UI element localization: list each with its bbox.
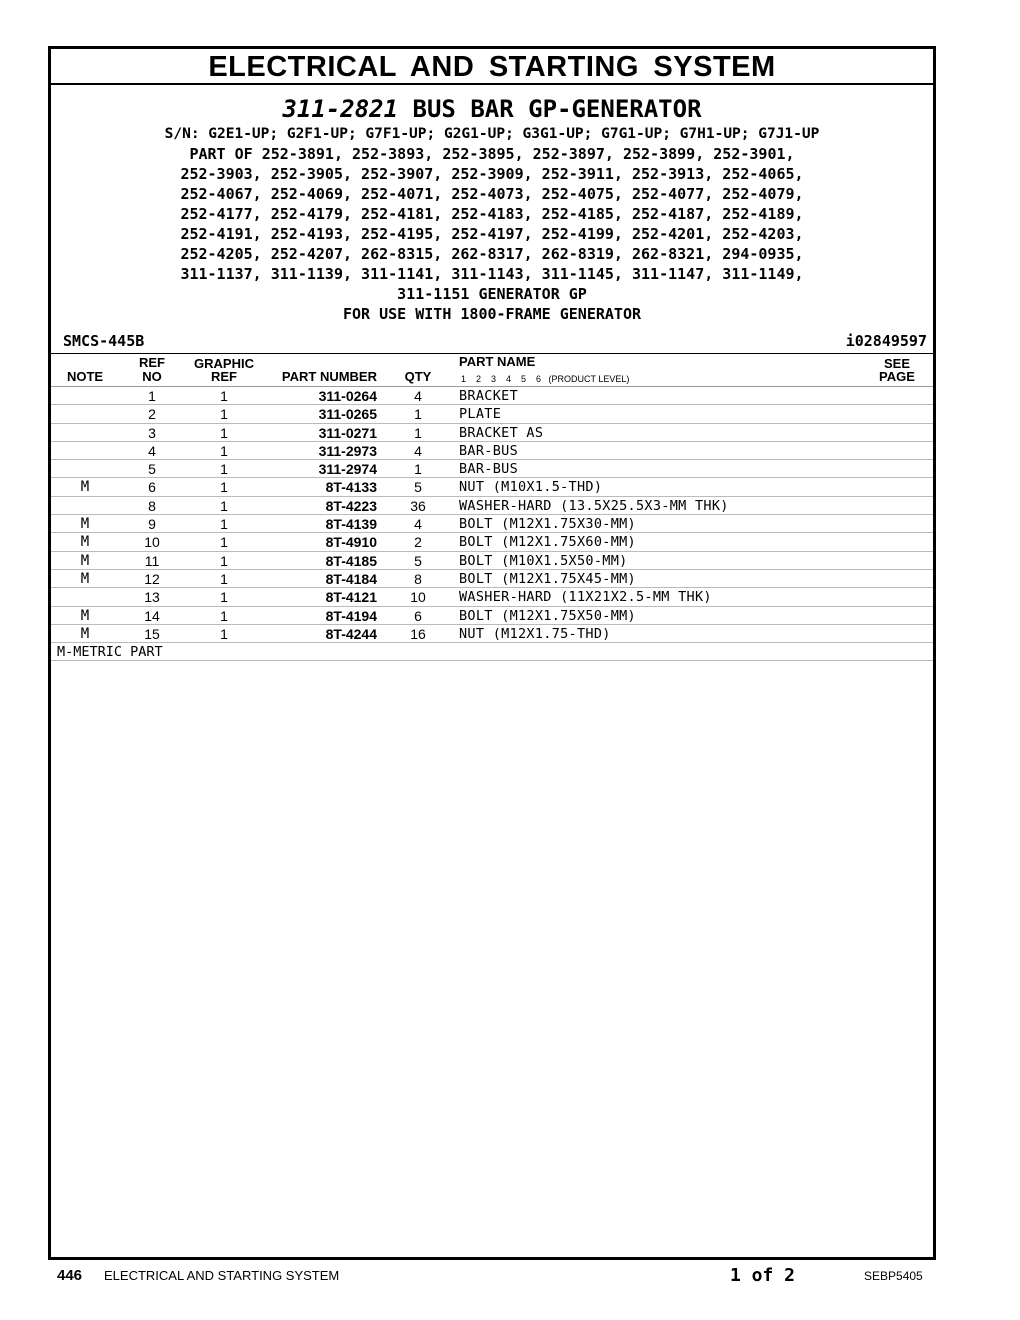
part-of-line: PART OF 252-3891, 252-3893, 252-3895, 252-3897, 252-3899, 252-3901, bbox=[189, 145, 795, 163]
header-product-levels: 1 2 3 4 5 6 (PRODUCT LEVEL) bbox=[461, 374, 630, 384]
cell-part-number: 8T-4121 bbox=[325, 589, 377, 606]
cell-graphic: 1 bbox=[220, 589, 228, 606]
footer-page-of: 1 of 2 bbox=[730, 1265, 796, 1286]
cell-part-name: BOLT (M12X1.75X60-MM) bbox=[459, 534, 636, 551]
cell-part-name: BOLT (M12X1.75X45-MM) bbox=[459, 570, 636, 587]
cell-ref: 2 bbox=[148, 406, 156, 423]
cell-part-number: 8T-4184 bbox=[325, 570, 377, 587]
cell-ref: 11 bbox=[144, 552, 160, 569]
cell-note: M bbox=[80, 570, 90, 587]
cell-part-name: BAR-BUS bbox=[459, 461, 518, 478]
cell-ref: 3 bbox=[148, 424, 156, 441]
part-of-line: 252-4191, 252-4193, 252-4195, 252-4197, 252-4199, 252-4201, 252-4203, bbox=[180, 225, 804, 243]
cell-part-number: 8T-4910 bbox=[325, 534, 377, 551]
header-see-bottom: PAGE bbox=[879, 369, 915, 384]
cell-graphic: 1 bbox=[220, 625, 228, 642]
table-row bbox=[51, 387, 933, 405]
smcs-row bbox=[51, 331, 933, 354]
header-note: NOTE bbox=[66, 369, 104, 384]
page-footer bbox=[0, 1264, 1020, 1288]
cell-graphic: 1 bbox=[220, 534, 228, 551]
cell-note: M bbox=[80, 534, 90, 551]
cell-graphic: 1 bbox=[220, 570, 228, 587]
cell-part-name: BOLT (M12X1.75X50-MM) bbox=[459, 607, 636, 624]
cell-graphic: 1 bbox=[220, 461, 228, 478]
cell-graphic: 1 bbox=[220, 442, 228, 459]
header-graphic-bottom: REF bbox=[211, 369, 237, 384]
cell-part-name: NUT (M12X1.75-THD) bbox=[459, 625, 611, 642]
section-title: ELECTRICAL AND STARTING SYSTEM bbox=[51, 49, 933, 85]
header-ref-top: REF bbox=[139, 355, 165, 370]
cell-qty: 4 bbox=[414, 442, 422, 459]
part-of-line: FOR USE WITH 1800-FRAME GENERATOR bbox=[342, 305, 641, 323]
table-row bbox=[51, 424, 933, 442]
part-of-line: 252-4177, 252-4179, 252-4181, 252-4183, 252-4185, 252-4187, 252-4189, bbox=[180, 205, 804, 223]
cell-part-name: WASHER-HARD (11X21X2.5-MM THK) bbox=[459, 589, 712, 606]
smcs-code: SMCS-445B bbox=[63, 332, 145, 350]
part-of-line: 252-4067, 252-4069, 252-4071, 252-4073, 252-4075, 252-4077, 252-4079, bbox=[180, 185, 804, 203]
cell-part-name: BAR-BUS bbox=[459, 442, 518, 459]
cell-qty: 4 bbox=[414, 516, 422, 533]
header-part-name: PART NAME bbox=[459, 354, 536, 369]
part-of-list bbox=[51, 144, 933, 324]
cell-part-number: 311-2974 bbox=[318, 461, 377, 478]
illustration-id: i02849597 bbox=[845, 332, 927, 350]
header-qty: QTY bbox=[404, 369, 432, 384]
table-row bbox=[51, 497, 933, 515]
cell-part-number: 8T-4139 bbox=[325, 516, 377, 533]
table-row bbox=[51, 533, 933, 551]
cell-ref: 10 bbox=[144, 534, 160, 551]
cell-qty: 8 bbox=[414, 570, 422, 587]
footer-page-number: 446 bbox=[57, 1267, 83, 1284]
header-see-top: SEE bbox=[883, 356, 910, 371]
cell-note: M bbox=[80, 552, 90, 569]
cell-part-name: BOLT (M10X1.5X50-MM) bbox=[459, 552, 628, 569]
cell-qty: 5 bbox=[414, 552, 422, 569]
cell-note: M bbox=[80, 607, 90, 624]
cell-part-name: BOLT (M12X1.75X30-MM) bbox=[459, 516, 636, 533]
cell-ref: 1 bbox=[148, 388, 156, 404]
header-graphic-top: GRAPHIC bbox=[194, 356, 254, 371]
table-row bbox=[51, 515, 933, 533]
cell-part-number: 8T-4133 bbox=[325, 479, 377, 496]
cell-part-number: 8T-4223 bbox=[325, 497, 377, 514]
group-name: BUS BAR GP-GENERATOR bbox=[412, 95, 702, 123]
cell-graphic: 1 bbox=[220, 479, 228, 496]
table-header bbox=[51, 354, 933, 387]
cell-part-name: WASHER-HARD (13.5X25.5X3-MM THK) bbox=[459, 497, 729, 514]
cell-qty: 4 bbox=[414, 388, 422, 404]
cell-qty: 1 bbox=[414, 406, 422, 423]
cell-part-number: 311-2973 bbox=[318, 442, 377, 459]
cell-qty: 1 bbox=[414, 424, 422, 441]
cell-part-number: 311-0271 bbox=[318, 424, 377, 441]
cell-ref: 9 bbox=[148, 516, 156, 533]
cell-graphic: 1 bbox=[220, 406, 228, 423]
table-row bbox=[51, 442, 933, 460]
page-frame bbox=[48, 46, 936, 1260]
header-ref-bottom: NO bbox=[142, 369, 162, 384]
cell-part-number: 8T-4185 bbox=[325, 552, 377, 569]
cell-ref: 15 bbox=[144, 625, 160, 642]
cell-qty: 16 bbox=[410, 625, 426, 642]
footnote-row bbox=[51, 643, 933, 661]
table-row bbox=[51, 625, 933, 643]
cell-graphic: 1 bbox=[220, 552, 228, 569]
cell-note: M bbox=[80, 516, 90, 533]
cell-part-number: 8T-4244 bbox=[325, 625, 377, 642]
cell-ref: 6 bbox=[148, 479, 156, 496]
part-of-line: 311-1137, 311-1139, 311-1141, 311-1143, 311-1145, 311-1147, 311-1149, bbox=[180, 265, 804, 283]
cell-qty: 2 bbox=[414, 534, 422, 551]
cell-note: M bbox=[80, 479, 90, 496]
table-row bbox=[51, 588, 933, 606]
footnote-metric: M-METRIC PART bbox=[57, 644, 163, 661]
part-of-line: 311-1151 GENERATOR GP bbox=[397, 285, 587, 303]
cell-ref: 8 bbox=[148, 497, 156, 514]
part-of-line: 252-3903, 252-3905, 252-3907, 252-3909, 252-3911, 252-3913, 252-4065, bbox=[180, 165, 804, 183]
serial-numbers: S/N: G2E1-UP; G2F1-UP; G7F1-UP; G2G1-UP; G3G1-UP; G7G1-UP; G7H1-UP; G7J1-UP bbox=[164, 126, 820, 142]
cell-graphic: 1 bbox=[220, 497, 228, 514]
table-row bbox=[51, 405, 933, 423]
cell-ref: 5 bbox=[148, 461, 156, 478]
cell-ref: 12 bbox=[144, 570, 160, 587]
cell-qty: 36 bbox=[410, 497, 426, 514]
cell-ref: 14 bbox=[144, 607, 160, 624]
cell-part-number: 311-0265 bbox=[318, 406, 377, 423]
cell-graphic: 1 bbox=[220, 516, 228, 533]
cell-part-number: 311-0264 bbox=[318, 388, 377, 404]
cell-qty: 5 bbox=[414, 479, 422, 496]
group-title bbox=[51, 96, 933, 122]
footer-section: ELECTRICAL AND STARTING SYSTEM bbox=[104, 1268, 340, 1283]
cell-qty: 1 bbox=[414, 461, 422, 478]
cell-note: M bbox=[80, 625, 90, 642]
table-row bbox=[51, 570, 933, 588]
cell-graphic: 1 bbox=[220, 607, 228, 624]
cell-part-name: BRACKET AS bbox=[459, 424, 544, 441]
group-number: 311-2821 bbox=[282, 95, 399, 123]
table-row bbox=[51, 478, 933, 496]
cell-graphic: 1 bbox=[220, 388, 228, 404]
cell-part-number: 8T-4194 bbox=[325, 607, 377, 624]
cell-part-name: NUT (M10X1.5-THD) bbox=[459, 479, 603, 496]
cell-qty: 6 bbox=[414, 607, 422, 624]
cell-ref: 13 bbox=[144, 589, 160, 606]
table-row bbox=[51, 460, 933, 478]
cell-part-name: PLATE bbox=[459, 406, 502, 423]
cell-ref: 4 bbox=[148, 442, 156, 459]
cell-graphic: 1 bbox=[220, 424, 228, 441]
header-part-number: PART NUMBER bbox=[281, 369, 377, 384]
part-of-line: 252-4205, 252-4207, 262-8315, 262-8317, 262-8319, 262-8321, 294-0935, bbox=[180, 245, 804, 263]
table-row bbox=[51, 552, 933, 570]
table-row bbox=[51, 607, 933, 625]
cell-part-name: BRACKET bbox=[459, 388, 518, 404]
cell-qty: 10 bbox=[410, 589, 426, 606]
footer-doc-id: SEBP5405 bbox=[864, 1269, 923, 1283]
parts-table-body bbox=[51, 387, 933, 661]
